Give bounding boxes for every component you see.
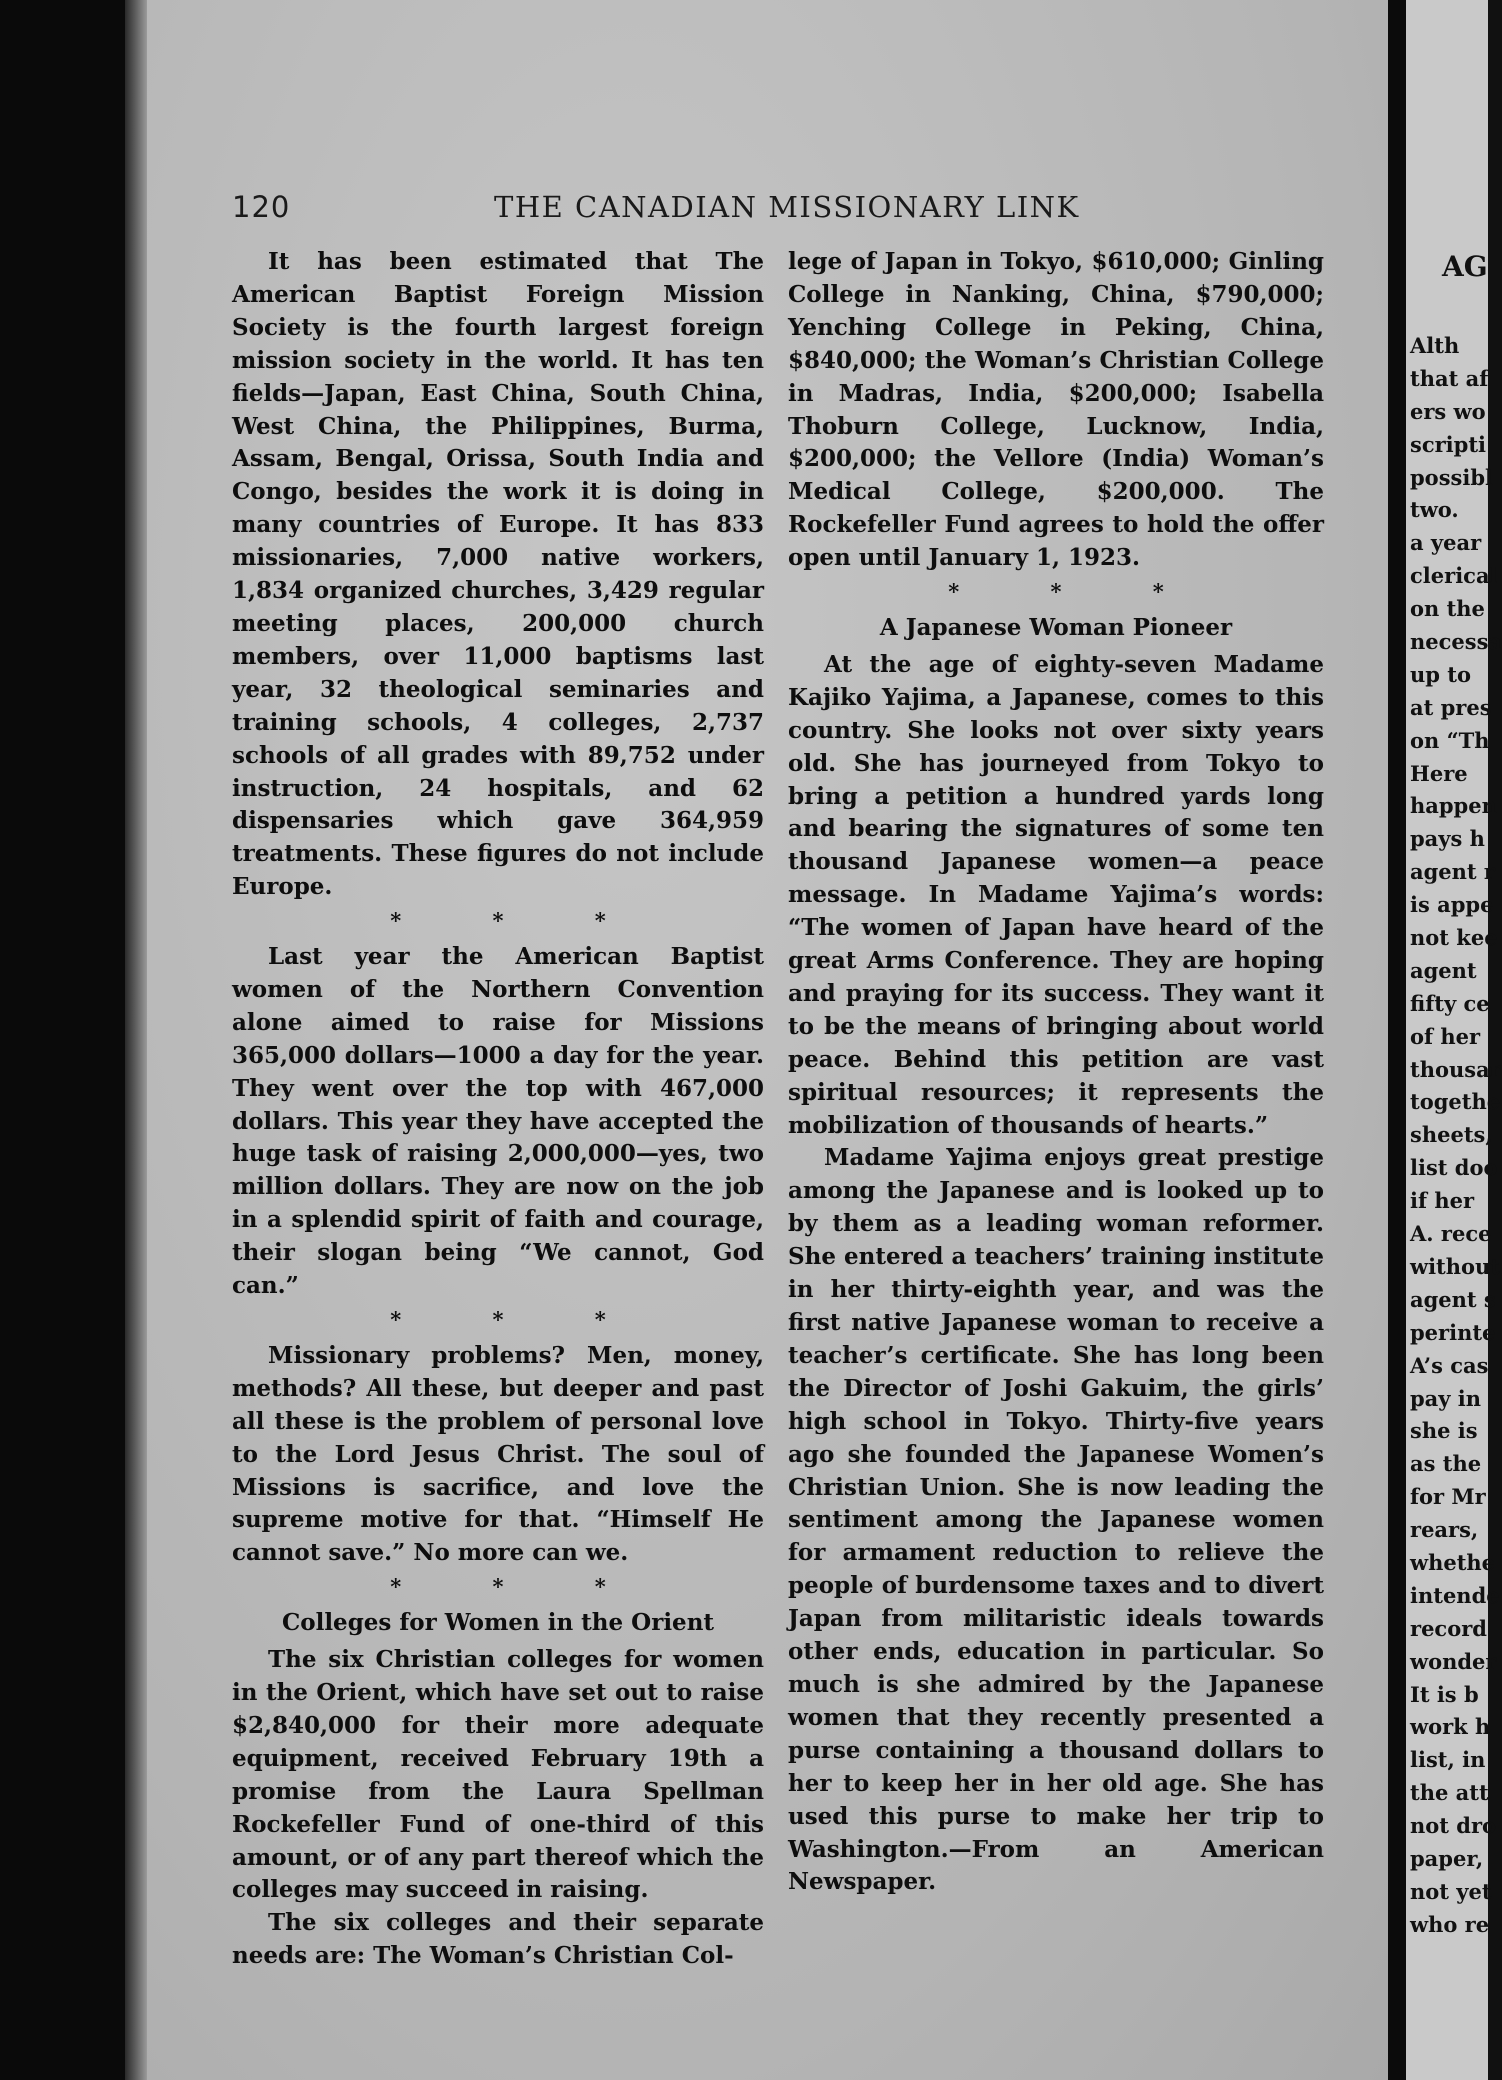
next-page-line: two. [1410, 497, 1459, 523]
page-binding-shadow [125, 0, 147, 2080]
next-page-line: up to [1410, 661, 1471, 687]
next-page-line: agent [1410, 957, 1477, 983]
page-number: 120 [232, 190, 291, 224]
next-page-line: pay in [1410, 1385, 1482, 1411]
next-page-line: list, in [1410, 1747, 1486, 1773]
next-page-line: not kee [1410, 925, 1498, 951]
scan-border-left [0, 0, 125, 2080]
next-page-line: at pres [1410, 694, 1492, 720]
next-page-line: the att [1410, 1780, 1489, 1806]
section-separator: * * * [390, 908, 648, 934]
next-page-line: perinte [1410, 1319, 1496, 1345]
right-column [788, 246, 1324, 1899]
paragraph-colleges-intro: The six Christian colleges for women in the Orient, which have set out to raise $2,840,000 for their more adequate equipment, received February 19th a promise from the Laura Spellman Rockefeller Fund of one-third of this amount, or of any part thereof which the colleges may succeed in raising. [232, 1646, 764, 1904]
next-page-fragment [1406, 0, 1502, 2080]
next-page-line: is appe [1410, 892, 1494, 918]
next-page-line: Alth [1410, 333, 1460, 358]
next-page-line: intende [1410, 1582, 1500, 1608]
next-page-line: work h [1410, 1714, 1491, 1740]
next-page-line: as the [1410, 1451, 1482, 1477]
paragraph-yajima-petition: At the age of eighty-seven Madame Kajiko Yajima, a Japanese, comes to this country. She looks not over sixty years old. She has journeyed from Tokyo to bring a petition a hundred yards long and bearing the signatures of some ten thousand Japanese women—a peace message. In Madame Yajima’s words: “The women of Japan have heard of the great Arms Conference. They are hoping and praying for its success. They want it to be the means of bringing about world peace. Behind this petition are vast spiritual resources; it represents the mobilization of thousands of hearts.” [788, 650, 1324, 1139]
next-page-line: agent s [1410, 1286, 1496, 1312]
next-page-line: of her [1410, 1023, 1481, 1049]
section-separator: * * * [390, 1307, 648, 1332]
next-page-line: list doo [1410, 1155, 1498, 1181]
paragraph-yajima-biography: Madame Yajima enjoys great prestige among the Japanese and is looked up to by them as a leading woman reformer. She entered a teachers’ training institute in her thirty-eighth year, and was the first native Japanese woman to receive a teacher’s certificate. She has long been the Director of Joshi Gakuim, the girls’ high school in Tokyo. Thirty-five years ago she founded the Japanese Women’s Christian Union. She is now leading the sentiment among the Japanese women for armament reduction to relieve the people of burdensome taxes and to divert Japan from militaristic ideals towards other ends, education in particular. So much is she admired by the Japanese women that they recently presented a purse containing a thousand dollars to her to keep her in her old age. She has used this purse to make her trip to Washington.—From an American Newspaper. [788, 1144, 1324, 1896]
next-page-line: thousar [1410, 1056, 1501, 1082]
next-page-line: who re [1410, 1911, 1490, 1937]
article-heading-colleges: Colleges for Women in the Orient [281, 1609, 715, 1637]
next-page-line: rears, [1410, 1517, 1479, 1543]
paragraph-colleges-list: lege of Japan in Tokyo, $610,000; Ginling College in Nanking, China, $790,000; Yenching College in Peking, China, $840,000; the Woman’s Christian College in Madras, India, $200,000; Isabella Thoburn College, Lucknow, India, $200,000; the Vellore (India) Woman’s Medical College, $200,000. The Rockefeller Fund agrees to hold the offer open until January 1, 1923. [788, 248, 1324, 572]
next-page-line: necessa [1410, 629, 1502, 655]
next-page-line: a year [1410, 530, 1482, 556]
paragraph-baptist-women: Last year the American Baptist women of the Northern Convention alone aimed to raise for Missions 365,000 dollars—1000 a day for the year. They went over the top with 467,000 dollars. This year they have accepted the huge task of raising 2,000,000—yes, two million dollars. They are now on the job in a splendid spirit of faith and courage, their slogan being “We cannot, God can.” [232, 943, 764, 1300]
next-page-line: paper, [1410, 1845, 1484, 1871]
next-page-line: record [1410, 1615, 1487, 1641]
next-page-line: possibl [1410, 464, 1493, 490]
next-page-line: whethe [1410, 1549, 1496, 1575]
next-page-heading: AG [1442, 250, 1488, 283]
next-page-line: for Mr [1410, 1484, 1486, 1510]
next-page-line: if her [1410, 1188, 1475, 1214]
next-page-line: fifty ce [1410, 990, 1490, 1016]
next-page-line: scripti [1410, 431, 1487, 457]
next-page-line: that af [1410, 365, 1489, 391]
running-head [232, 190, 1322, 234]
article-heading-japanese-pioneer: A Japanese Woman Pioneer [879, 613, 1233, 641]
next-page-line: pays h [1410, 826, 1485, 852]
next-page-line: on the [1410, 596, 1485, 622]
section-separator: * * * [948, 579, 1206, 605]
next-page-line: not yet [1410, 1878, 1492, 1904]
next-page-line: Here [1410, 760, 1468, 786]
paragraph-missionary-problems: Missionary problems? Men, money, methods? All these, but deeper and past all these is the problem of personal love to the Lord Jesus Christ. The soul of Missions is sacrifice, and love the supreme motive for that. “Himself He cannot save.” No more can we. [232, 1341, 764, 1567]
paragraph-baptist-society: It has been estimated that The American Baptist Foreign Mission Society is the fourth largest foreign mission society in the world. It has ten fields—Japan, East China, South China, West China, the Philippines, Burma, Assam, Bengal, Orissa, South India and Congo, besides the work it is doing in many countries of Europe. It has 833 missionaries, 7,000 native workers, 1,834 organized churches, 3,429 regular meeting places, 200,000 church members, over 11,000 baptisms last year, 32 theological seminaries and training schools, 4 colleges, 2,737 schools of all grades with 89,752 under instruction, 24 hospitals, and 62 dispensaries which gave 364,959 treatments. These figures do not include Europe. [232, 248, 764, 901]
next-page-line: It is b [1410, 1681, 1479, 1707]
next-page-line: A’s cas [1410, 1352, 1489, 1378]
next-page-line: not dro [1410, 1813, 1497, 1839]
next-page-line: on “Th [1410, 727, 1490, 753]
journal-title: THE CANADIAN MISSIONARY LINK [494, 190, 1080, 224]
next-page-line: togethe [1410, 1089, 1501, 1115]
next-page-lines [1410, 330, 1502, 1942]
left-column [232, 246, 764, 1973]
next-page-line: she is [1410, 1418, 1478, 1444]
next-page-line: without [1410, 1253, 1500, 1279]
section-separator: * * * [390, 1574, 648, 1600]
next-page-line: happen [1410, 793, 1497, 819]
paragraph-colleges-needs: The six colleges and their separate needs are: The Woman’s Christian Col- [232, 1909, 764, 1970]
next-page-line: A. rece [1410, 1221, 1492, 1247]
next-page-line: wonder [1410, 1648, 1497, 1674]
next-page-line: clerical [1410, 563, 1498, 589]
next-page-line: ers wo [1410, 398, 1486, 424]
next-page-line: sheets, [1410, 1122, 1493, 1148]
next-page-line: agent r [1410, 859, 1495, 885]
page-gutter [1388, 0, 1406, 2080]
